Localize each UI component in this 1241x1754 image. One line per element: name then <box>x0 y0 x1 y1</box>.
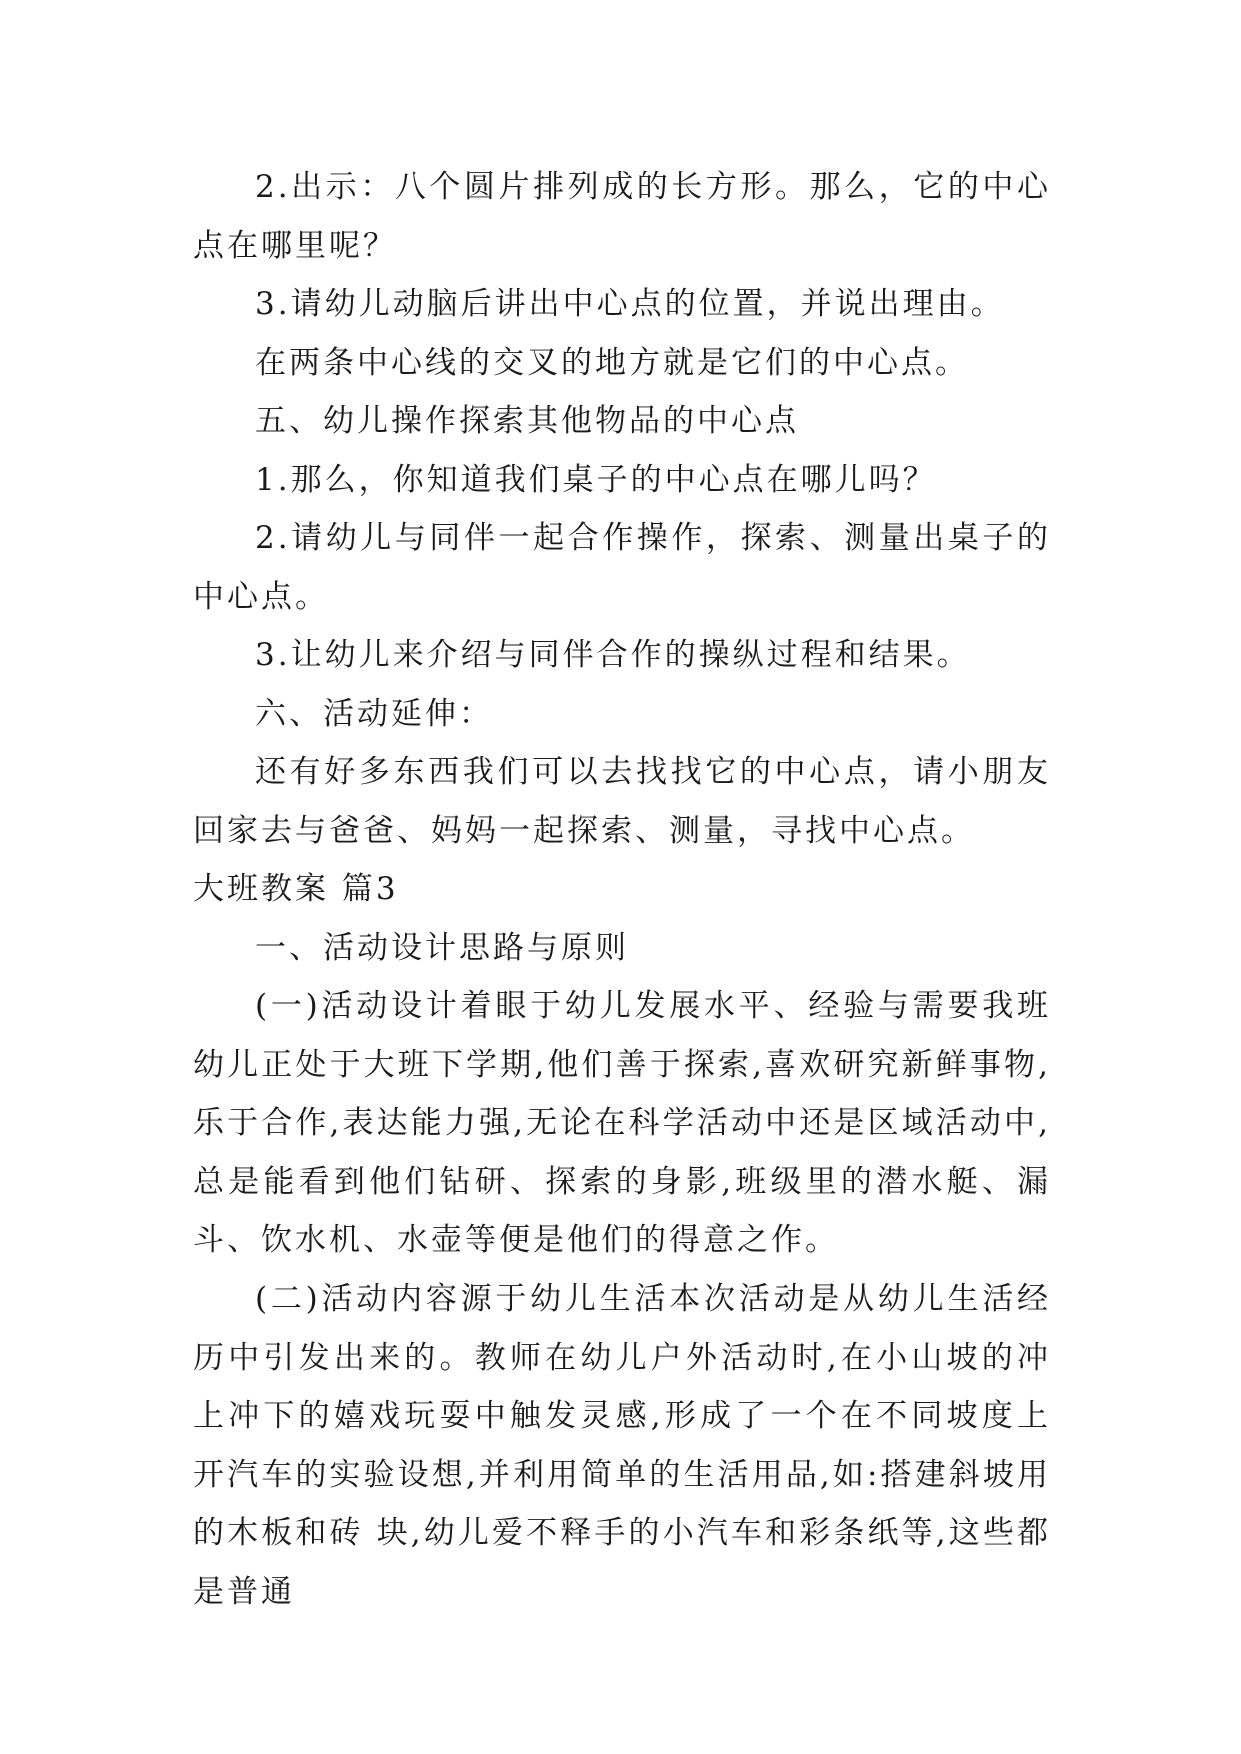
paragraph-cooperate-measure: 2.请幼儿与同伴一起合作操作，探索、测量出桌子的中心点。 <box>193 520 1051 615</box>
section-heading-five: 五、幼儿操作探索其他物品的中心点 <box>255 403 799 439</box>
paragraph-extension: 还有好多东西我们可以去找找它的中心点，请小朋友回家去与爸爸、妈妈一起探索、测量，寻找中心点。 <box>193 754 1051 849</box>
paragraph-introduce-process: 3.让幼儿来介绍与同伴合作的操纵过程和结果。 <box>255 637 971 673</box>
paragraph-table-center-question: 1.那么，你知道我们桌子的中心点在哪儿吗？ <box>255 462 937 498</box>
section-heading-six: 六、活动延伸： <box>255 696 493 732</box>
section-heading-one: 一、活动设计思路与原则 <box>255 930 629 966</box>
paragraph-design-basis: (一)活动设计着眼于幼儿发展水平、经验与需要我班幼儿正处于大班下学期,他们善于探索,喜欢研究新鲜事物,乐于合作,表达能力强,无论在科学活动中还是区域活动中,总是能看到他们钻研、探索的身影,班级里的潜水艇、漏斗、饮水机、水壶等便是他们的得意之作。 <box>193 988 1051 1258</box>
paragraph-intersection: 在两条中心线的交叉的地方就是它们的中心点。 <box>255 345 969 381</box>
paragraph-content-source: (二)活动内容源于幼儿生活本次活动是从幼儿生活经历中引发出来的。教师在幼儿户外活动时,在小山坡的冲上冲下的嬉戏玩耍中触发灵感,形成了一个在不同坡度上开汽车的实验设想,并利用简单的生活用品,如:搭建斜坡用的木板和砖 块,幼儿爱不释手的小汽车和彩条纸等,这些都是普通 <box>193 1281 1051 1610</box>
paragraph-show-rectangle: 2.出示：八个圆片排列成的长方形。那么，它的中心点在哪里呢？ <box>193 169 1051 264</box>
paragraph-explain-center: 3.请幼儿动脑后讲出中心点的位置，并说出理由。 <box>255 286 1005 322</box>
lesson-plan-title: 大班教案 篇3 <box>193 871 399 907</box>
